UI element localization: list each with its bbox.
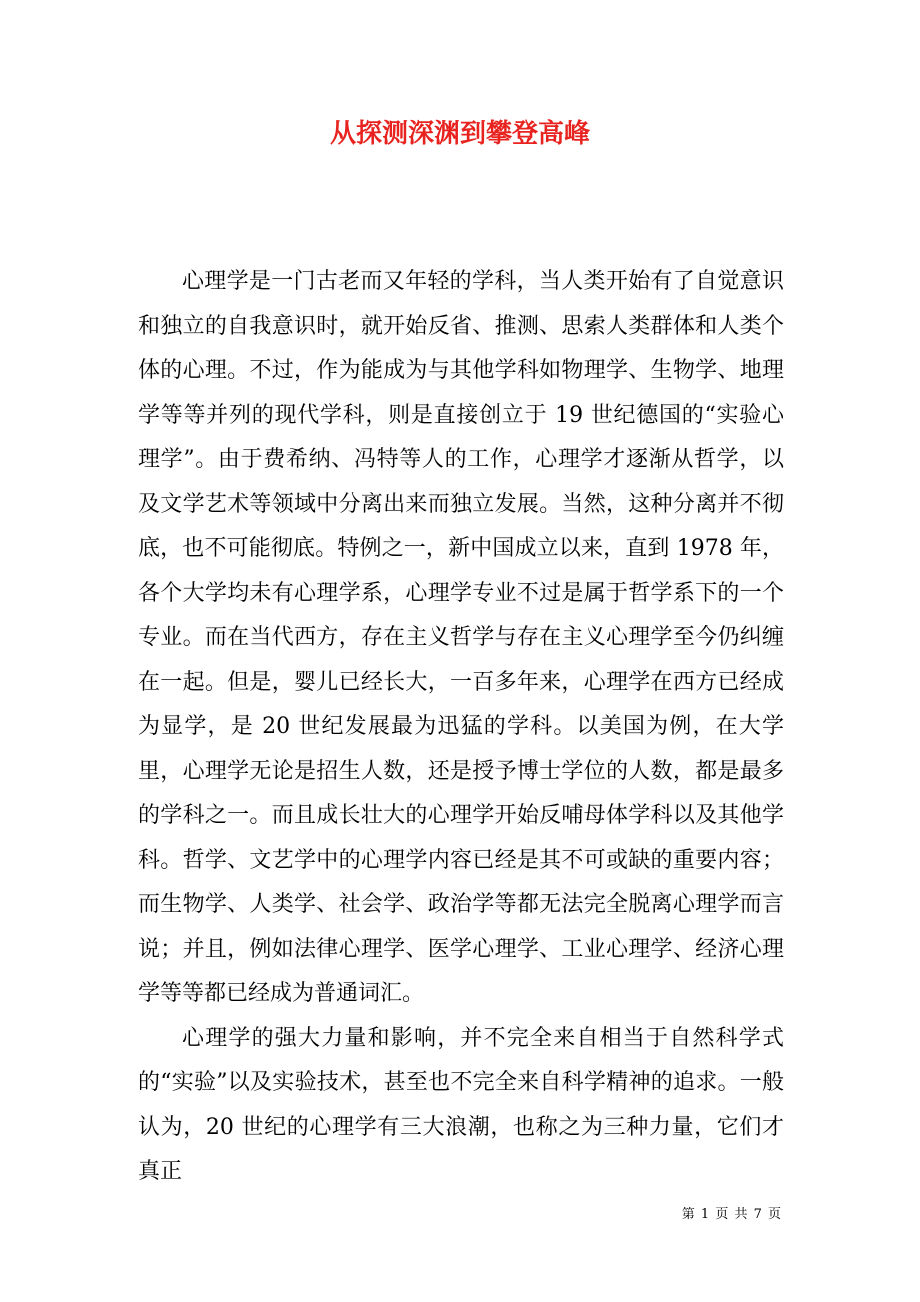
paragraph-2: 心理学的强大力量和影响，并不完全来自相当于自然科学式的“实验”以及实验技术，甚至也不完全来自科学精神的追求。一般认为，20 世纪的心理学有三大浪潮，也称之为三种力量，它们才真正: [138, 1025, 784, 1184]
paragraph-1: 心理学是一门古老而又年轻的学科，当人类开始有了自觉意识和独立的自我意识时，就开始反省、推测、思索人类群体和人类个体的心理。不过，作为能成为与其他学科如物理学、生物学、地理学等等并列的现代学科，则是直接创立于 19 世纪德国的“实验心理学”。由于费希纳、冯特等人的工作，心理学才逐渐从哲学，以及文学艺术等领域中分离出来而独立发展。当然，这种分离并不彻底，也不可能彻底。特例之一，新中国成立以来，直到 1978 年，各个大学均未有心理学系，心理学专业不过是属于哲学系下的一个专业。而在当代西方，存在主义哲学与存在主义心理学至今仍纠缠在一起。但是，婴儿已经长大，一百多年来，心理学在西方已经成为显学，是 20 世纪发展最为迅猛的学科。以美国为例，在大学里，心理学无论是招生人数，还是授予博士学位的人数，都是最多的学科之一。而且成长壮大的心理学开始反哺母体学科以及其他学科。哲学、文艺学中的心理学内容已经是其不可或缺的重要内容；而生物学、人类学、社会学、政治学等都无法完全脱离心理学而言说；并且，例如法律心理学、医学心理学、工业心理学、经济心理学等等都已经成为普通词汇。: [138, 269, 784, 1006]
document-body: [138, 260, 784, 1195]
page-number-footer: 第 1 页 共 7 页: [681, 1207, 782, 1222]
document-title: 从探测深渊到攀登高峰: [329, 119, 590, 149]
